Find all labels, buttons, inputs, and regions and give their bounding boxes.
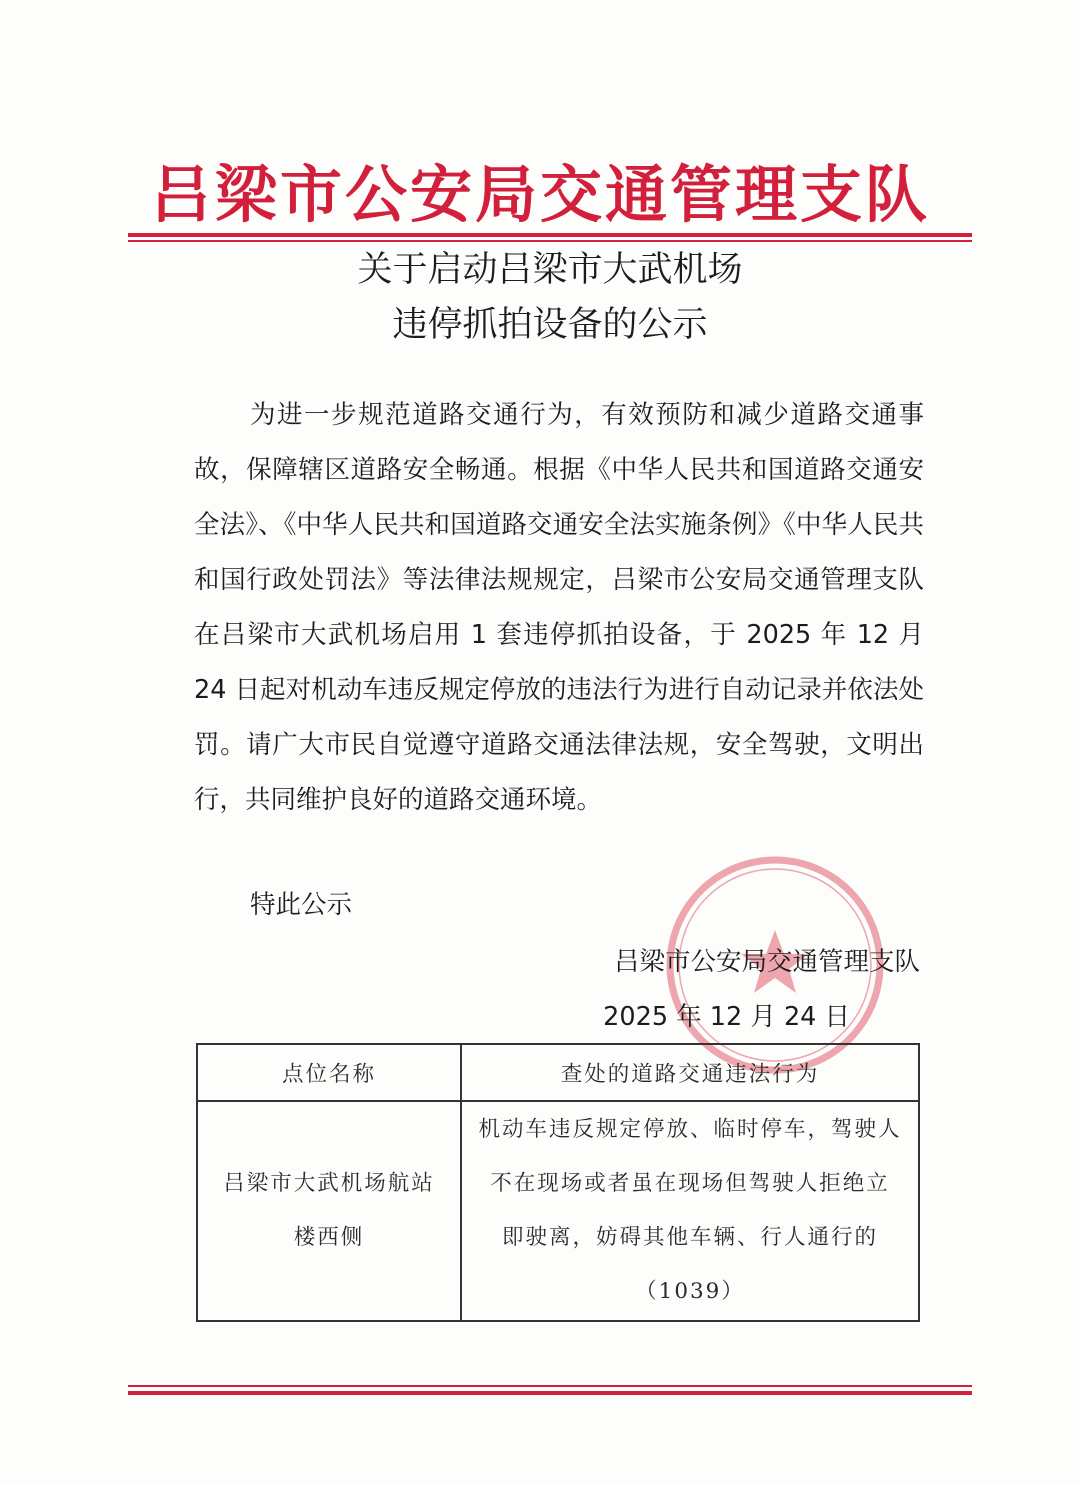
location-line: 楼西侧 bbox=[293, 1225, 365, 1250]
violation-line: 不在现场或者虽在现场但驾驶人拒绝立 bbox=[490, 1171, 890, 1196]
footer-rule-thick bbox=[128, 1391, 972, 1395]
violation-code: （1039） bbox=[635, 1279, 745, 1304]
header-location-name: 点位名称 bbox=[197, 1044, 461, 1101]
signature-date: 2025 年 12 月 24 日 bbox=[603, 1002, 850, 1032]
body-paragraph: 为进一步规范道路交通行为，有效预防和减少道路交通事故，保障辖区道路安全畅通。根据《中华人民共和国道路交通安全法》、《中华人民共和国道路交通安全法实施条例》《中华人民共和国行政处罚法》等法律法规规定，吕梁市公安局交通管理支队在吕梁市大武机场启用 1 套违停抓拍设备，于 2025 年 12 月 24 日起对机动车违反规定停放的违法行为进行自动记录并依法处罚。请广大市民自觉遵守道路交通法律法规，安全驾驶，文明出行，共同维护良好的道路交通环境。 bbox=[194, 400, 924, 815]
closing-remark: 特此公示 bbox=[250, 890, 353, 920]
cell-violation bbox=[461, 1101, 919, 1321]
signature-org: 吕梁市公安局交通管理支队 bbox=[613, 947, 920, 977]
doc-title-line-2: 违停抓拍设备的公示 bbox=[392, 305, 708, 345]
violation-line: 即驶离，妨碍其他车辆、行人通行的 bbox=[501, 1225, 878, 1250]
header-violation: 查处的道路交通违法行为 bbox=[461, 1044, 919, 1101]
header-rule-thick bbox=[128, 233, 972, 237]
doc-title-line-1: 关于启动吕梁市大武机场 bbox=[357, 250, 743, 290]
footer-rule-thin bbox=[128, 1385, 972, 1387]
org-header-title: 吕梁市公安局交通管理支队 bbox=[149, 158, 930, 231]
header-rule-thin bbox=[128, 240, 972, 242]
violation-line: 机动车违反规定停放、临时停车，驾驶人 bbox=[478, 1117, 902, 1142]
table-header-row bbox=[197, 1044, 919, 1101]
location-line: 吕梁市大武机场航站 bbox=[223, 1171, 435, 1196]
cell-location bbox=[197, 1101, 461, 1321]
table-row bbox=[197, 1101, 919, 1321]
location-table bbox=[196, 1043, 920, 1322]
